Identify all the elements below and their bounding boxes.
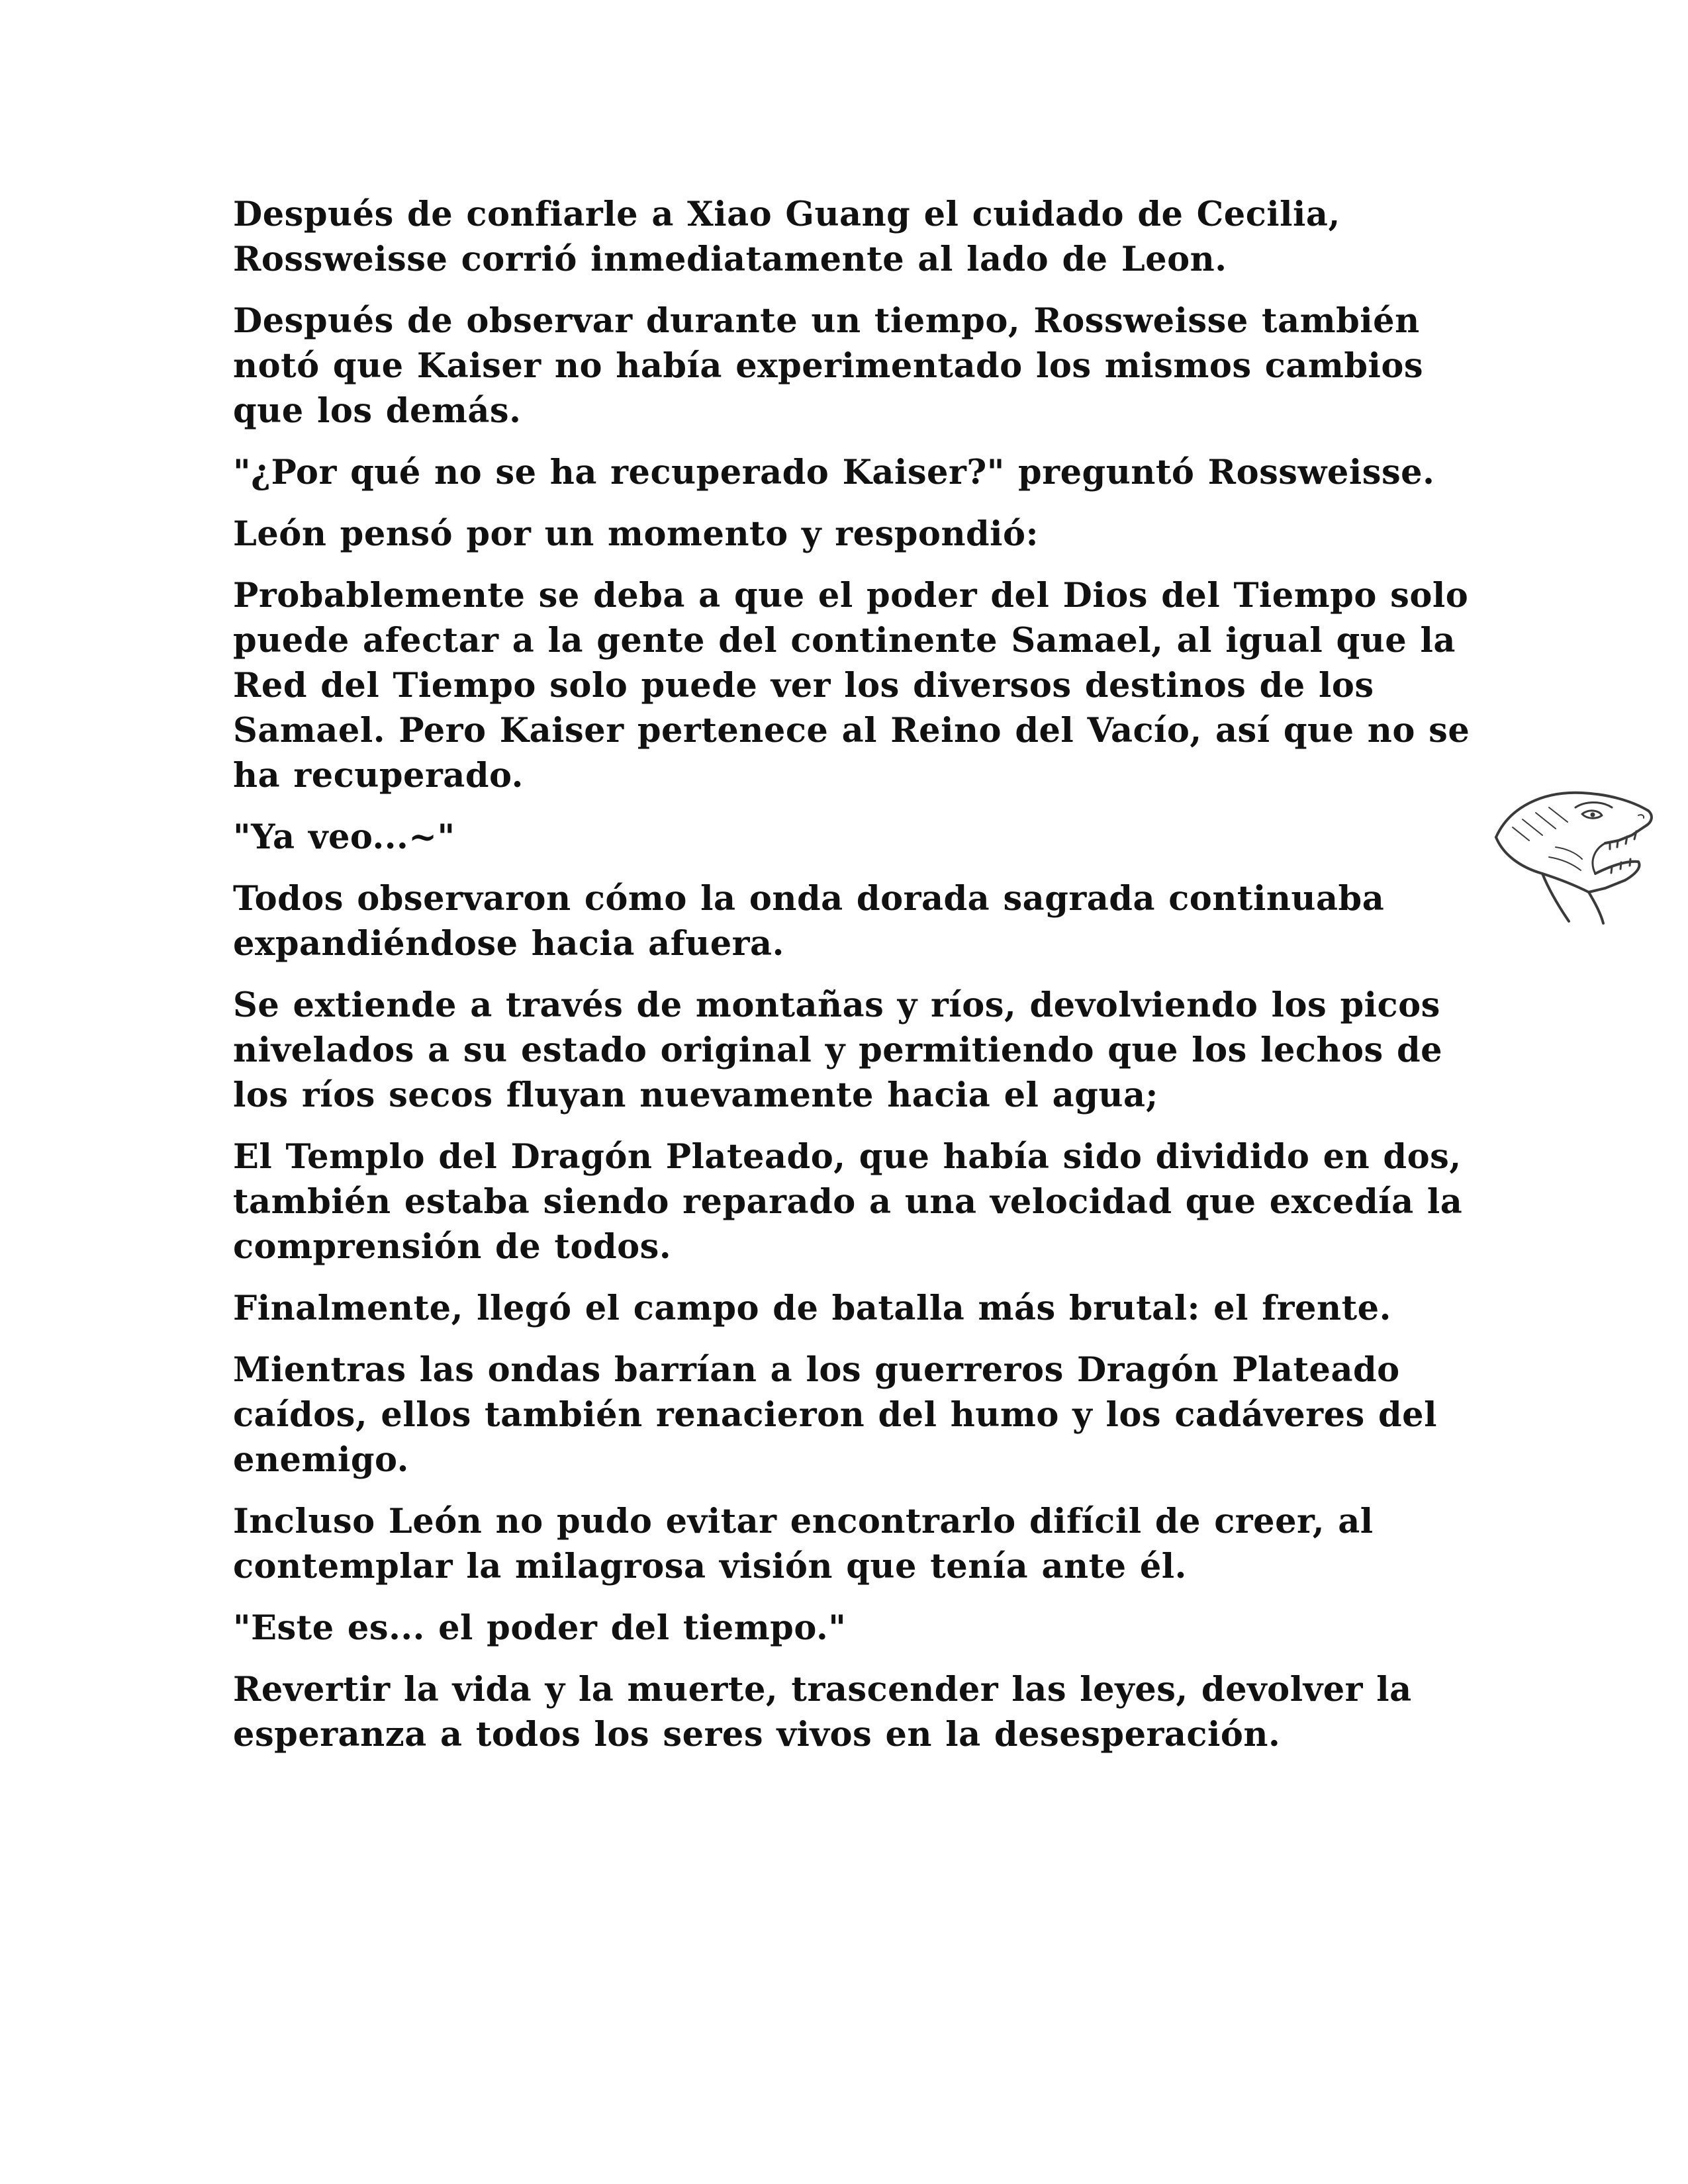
paragraph: "Ya veo...~" bbox=[233, 817, 455, 857]
paragraph: Mientras las ondas barrían a los guerreros Dragón Plateado caídos, ellos también renacieron del humo y los cadáveres del enemigo. bbox=[233, 1350, 1438, 1480]
paragraph: Después de observar durante un tiempo, Rossweisse también notó que Kaiser no había experimentado los mismos cambios que los demás. bbox=[233, 301, 1424, 431]
paragraph: Todos observaron cómo la onda dorada sagrada continuaba expandiéndose hacia afuera. bbox=[233, 879, 1385, 964]
paragraph: "Este es... el poder del tiempo." bbox=[233, 1608, 847, 1648]
paragraph: Probablemente se deba a que el poder del Dios del Tiempo solo puede afectar a la gente del continente Samael, al igual que la Red del Tiempo solo puede ver los diversos destinos de los Samael. Pero Kaiser pertenece al Reino del Vacío, así que no se ha recuperado. bbox=[233, 576, 1470, 796]
paragraph: Finalmente, llegó el campo de batalla más brutal: el frente. bbox=[233, 1289, 1391, 1328]
paragraph: El Templo del Dragón Plateado, que había sido dividido en dos, también estaba siendo reparado a una velocidad que excedía la comprensión de todos. bbox=[233, 1137, 1463, 1267]
paragraph: Incluso León no pudo evitar encontrarlo difícil de creer, al contemplar la milagrosa visión que tenía ante él. bbox=[233, 1502, 1374, 1586]
paragraph: Después de confiarle a Xiao Guang el cuidado de Cecilia, Rossweisse corrió inmediatamente al lado de Leon. bbox=[233, 195, 1340, 279]
dinosaur-head-icon bbox=[1483, 774, 1662, 927]
paragraph: Revertir la vida y la muerte, trascender las leyes, devolver la esperanza a todos los seres vivos en la desesperación. bbox=[233, 1670, 1412, 1754]
paragraph: "¿Por qué no se ha recuperado Kaiser?" preguntó Rossweisse. bbox=[233, 453, 1435, 492]
paragraph: Se extiende a través de montañas y ríos, devolviendo los picos nivelados a su estado original y permitiendo que los lechos de los ríos secos fluyan nuevamente hacia el agua; bbox=[233, 985, 1443, 1115]
story-text bbox=[233, 192, 1491, 1774]
paragraph: León pensó por un momento y respondió: bbox=[233, 514, 1039, 554]
